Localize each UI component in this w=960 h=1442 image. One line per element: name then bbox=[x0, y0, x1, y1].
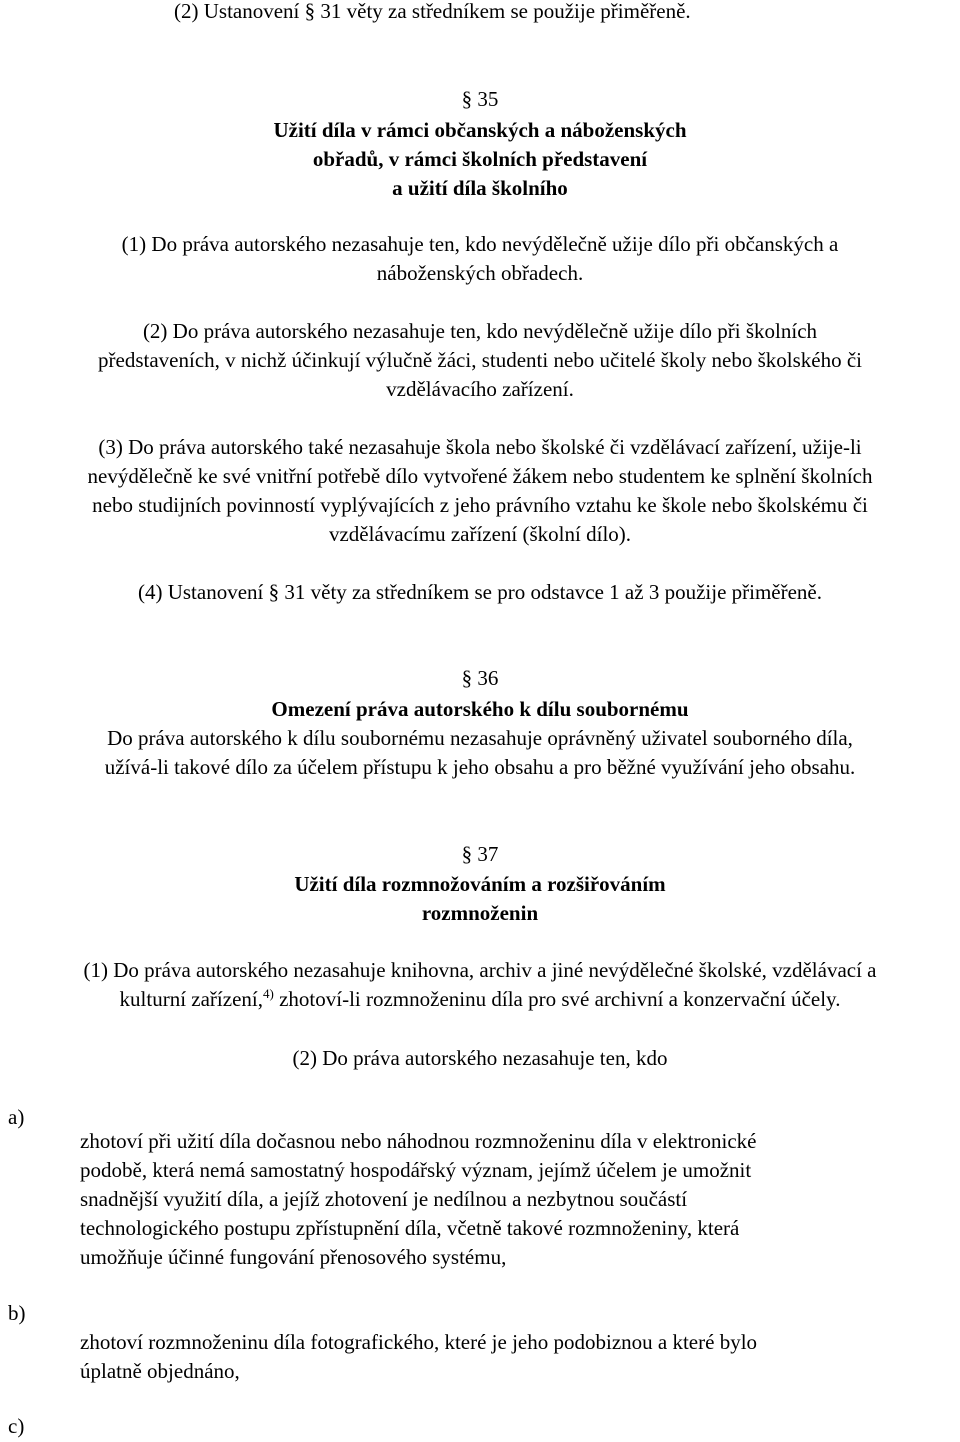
section-35-paragraph-3 bbox=[0, 433, 960, 549]
paragraph-line: náboženských obřadech. bbox=[376, 261, 584, 285]
section-37-paragraph-1 bbox=[0, 956, 960, 1014]
item-a-letter: a) bbox=[8, 1105, 25, 1129]
footnote-ref: 4) bbox=[263, 986, 274, 1001]
section-37-paragraph-2-intro bbox=[0, 1044, 960, 1073]
item-line: snadnější využití díla, a jejíž zhotovení je nedílnou a nezbytnou součástí bbox=[80, 1187, 688, 1211]
section-37 bbox=[0, 840, 960, 869]
item-a-body bbox=[80, 1127, 900, 1272]
section-36-number: § 36 bbox=[461, 666, 499, 690]
item-c-letter: c) bbox=[8, 1414, 25, 1438]
title-line: rozmnoženin bbox=[421, 901, 539, 925]
paragraph-line bbox=[0, 985, 960, 1014]
paragraph-line: (2) Do práva autorského nezasahuje ten, kdo bbox=[292, 1046, 668, 1070]
section-37-number: § 37 bbox=[461, 842, 499, 866]
section-37-title bbox=[0, 870, 960, 928]
paragraph-line: Do práva autorského k dílu soubornému nezasahuje oprávněný uživatel souborného díla, bbox=[107, 726, 853, 750]
title-line: obřadů, v rámci školních představení bbox=[312, 147, 648, 171]
section-35-paragraph-4 bbox=[0, 578, 960, 607]
paragraph-line: vzdělávacímu zařízení (školní dílo). bbox=[328, 522, 632, 546]
section-36-title bbox=[0, 695, 960, 724]
text-run: zhotoví-li rozmnoženinu díla pro své archivní a konzervační účely. bbox=[273, 987, 841, 1011]
title-line: a užití díla školního bbox=[392, 176, 568, 200]
top-line: (2) Ustanovení § 31 věty za středníkem se použije přiměřeně. bbox=[174, 0, 691, 23]
section-36 bbox=[0, 664, 960, 693]
paragraph-line: (2) Do práva autorského nezasahuje ten, kdo nevýdělečně užije dílo při školních bbox=[142, 319, 818, 343]
item-line: technologického postupu zpřístupnění díla, včetně takové rozmnoženiny, která bbox=[80, 1216, 740, 1240]
section-35-title bbox=[0, 116, 960, 203]
item-line: podobě, která nemá samostatný hospodářský význam, jejímž účelem je umožnit bbox=[80, 1158, 752, 1182]
title-line: Omezení práva autorského k dílu soubornému bbox=[271, 697, 689, 721]
paragraph-line: vzdělávacího zařízení. bbox=[386, 377, 574, 401]
item-line: umožňuje účinné fungování přenosového systému, bbox=[80, 1245, 507, 1269]
title-line: Užití díla v rámci občanských a náboženských bbox=[273, 118, 687, 142]
paragraph-line: nevýdělečně ke své vnitřní potřebě dílo vytvořené žákem nebo studentem ke splnění školních bbox=[87, 464, 873, 488]
item-line: zhotoví rozmnoženinu díla fotografického, které je jeho podobiznou a které bylo bbox=[80, 1330, 758, 1354]
section-35 bbox=[0, 85, 960, 114]
item-b-body bbox=[80, 1328, 900, 1386]
title-line: Užití díla rozmnožováním a rozšiřováním bbox=[294, 872, 666, 896]
section-35-number: § 35 bbox=[461, 87, 499, 111]
paragraph-line: užívá-li takové dílo za účelem přístupu k jeho obsahu a pro běžné využívání jeho obsahu. bbox=[104, 755, 856, 779]
section-36-body bbox=[0, 724, 960, 782]
paragraph-line: (3) Do práva autorského také nezasahuje škola nebo školské či vzdělávací zařízení, užije-li bbox=[98, 435, 862, 459]
item-line: úplatně objednáno, bbox=[80, 1359, 240, 1383]
section-35-paragraph-2 bbox=[0, 317, 960, 404]
text-run: kulturní zařízení, bbox=[119, 987, 263, 1011]
paragraph-line: (1) Do práva autorského nezasahuje knihovna, archiv a jiné nevýdělečné školské, vzdělávací a bbox=[83, 958, 877, 982]
paragraph-line: (4) Ustanovení § 31 věty za středníkem se pro odstavce 1 až 3 použije přiměřeně. bbox=[137, 580, 823, 604]
top-paragraph bbox=[0, 0, 960, 26]
item-line: zhotoví při užití díla dočasnou nebo náhodnou rozmnoženinu díla v elektronické bbox=[80, 1129, 757, 1153]
paragraph-line: představeních, v nichž účinkují výlučně žáci, studenti nebo učitelé školy nebo školského či bbox=[98, 348, 862, 372]
item-b-letter: b) bbox=[8, 1301, 26, 1325]
section-35-paragraph-1 bbox=[0, 230, 960, 288]
paragraph-line: nebo studijních povinností vyplývajících z jeho právního vztahu ke škole nebo školskému či bbox=[92, 493, 868, 517]
paragraph-line: (1) Do práva autorského nezasahuje ten, kdo nevýdělečně užije dílo při občanských a bbox=[121, 232, 839, 256]
